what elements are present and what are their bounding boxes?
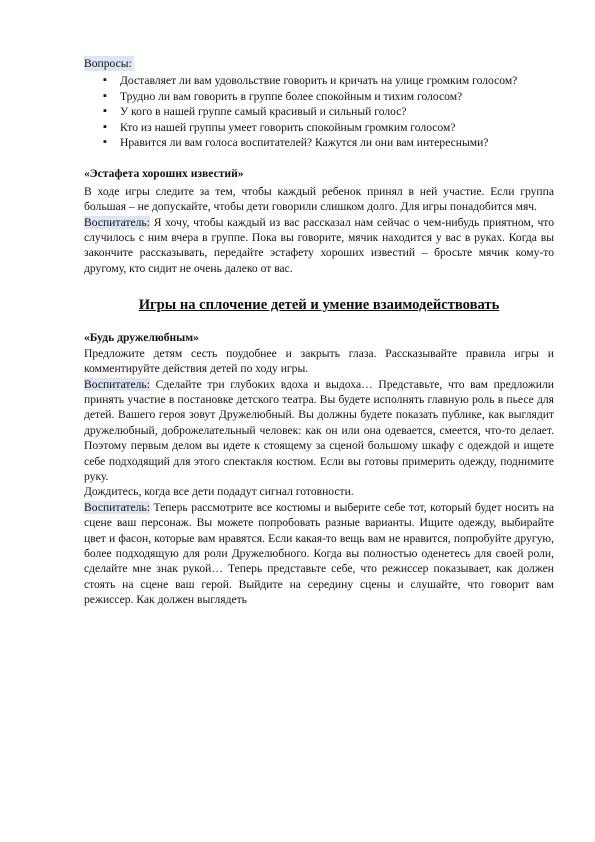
questions-block	[84, 56, 554, 150]
section-heading: Игры на сплочение детей и умение взаимодействовать	[138, 297, 500, 314]
game-title-be-friendly: «Будь дружелюбным»	[84, 331, 199, 345]
game-intro-paragraph: В ходе игры следите за тем, чтобы каждый ребенок принял в ней участие. Если группа большая – не допускайте, чтобы дети говорили слишком долго. Для игры понадобится мяч.	[84, 184, 554, 214]
questions-list	[84, 73, 554, 150]
teacher-speech-text: Сделайте три глубоких вдоха и выдоха… Представьте, что вам предложили принять участие в постановке детского театра. Вы будете исполнять главную роль в пьесе для детей. Вашего героя зовут Дружелюбный. Вы должны будете показать публике, как выглядит дружелюбный, доброжелательный человек: как он или она одевается, смеется, что-то делает. Поэтому первым делом вы идете к стоящему за сценой большому шкафу с одеждой и ищете себе подходящий для этого спектакля костюм. Если вы готовы примерить одежду, поднимите руку.	[84, 377, 554, 483]
game-intro-paragraph: Предложите детям сесть поудобнее и закрыть глаза. Рассказывайте правила игры и комментируйте действия детей по ходу игры.	[84, 346, 554, 376]
question-item: ▪ Кто из нашей группы умеет говорить спокойным громким голосом?	[84, 120, 554, 135]
teacher-label: Воспитатель:	[84, 500, 150, 514]
instruction-paragraph: Дождитесь, когда все дети подадут сигнал готовности.	[84, 485, 354, 499]
teacher-speech-text: Я хочу, чтобы каждый из вас рассказал нам сейчас о чем-нибудь приятном, что случилось с ним вчера в группе. Пока вы говорите, мячик находится у вас в руках. Когда вы закончите рассказывать, передайте эстафету хороших известий – бросьте мячик кому-то другому, кто сидит не очень далеко от вас.	[84, 215, 554, 275]
document-page	[84, 56, 554, 608]
teacher-label: Воспитатель:	[84, 377, 150, 391]
question-item: ▪ Доставляет ли вам удовольствие говорить и кричать на улице громким голосом?	[84, 73, 554, 88]
question-item: ▪ Нравится ли вам голоса воспитателей? Кажутся ли они вам интересными?	[84, 135, 554, 150]
teacher-speech-paragraph	[84, 500, 554, 608]
teacher-speech-text: Теперь рассмотрите все костюмы и выберите себе тот, который будет носить на сцене ваш персонаж. Вы можете попробовать разные варианты. Ищите одежду, выбирайте цвет и фасон, которые вам нравятся. Если какая-то вещь вам не нравится, попробуйте другую, более подходящую для роли Дружелюбного. Когда вы полностью оденетесь для своей роли, сделайте мне знак рукой… Теперь представьте себе, что режиссер показывает, как должен стоять на сцене ваш герой. Выйдите на середину сцены и слушайте, что говорит вам режиссер. Как должен выглядеть	[84, 500, 554, 607]
question-item: ▪ У кого в нашей группе самый красивый и сильный голос?	[84, 104, 554, 119]
game-title-good-news: «Эстафета хороших известий»	[84, 167, 244, 181]
teacher-speech-paragraph	[84, 377, 554, 485]
teacher-speech-paragraph	[84, 215, 554, 277]
teacher-label: Воспитатель:	[84, 215, 150, 229]
question-item: ▪ Трудно ли вам говорить в группе более спокойным и тихим голосом?	[84, 89, 554, 104]
questions-label: Вопросы:	[84, 57, 132, 70]
